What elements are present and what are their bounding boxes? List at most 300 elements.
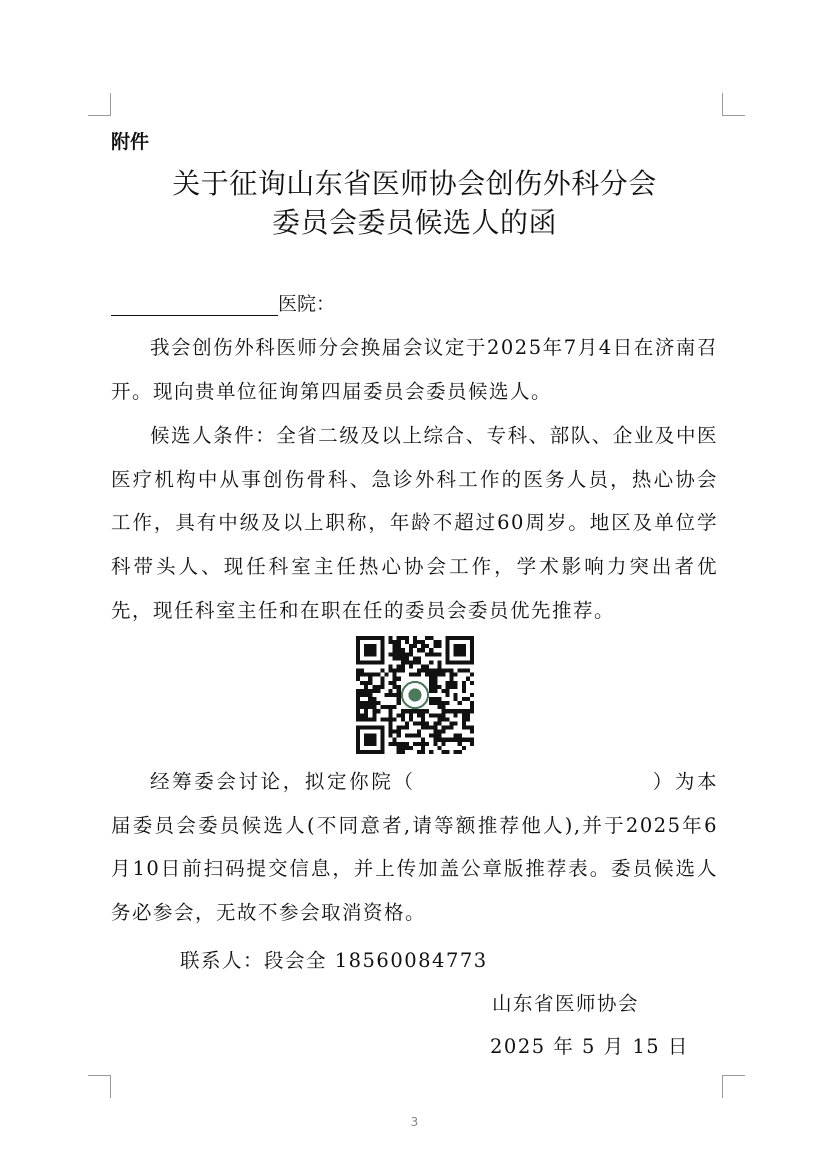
qr-module xyxy=(462,726,466,730)
qr-module xyxy=(389,664,393,668)
qr-module xyxy=(470,742,474,746)
qr-module xyxy=(376,689,380,693)
crop-mark-top-right xyxy=(722,93,745,116)
qr-module xyxy=(437,734,441,738)
contact-line: 联系人：段会全 18560084773 xyxy=(180,949,488,972)
qr-module xyxy=(372,697,376,701)
qr-module xyxy=(417,656,421,660)
qr-module xyxy=(413,734,417,738)
qr-module xyxy=(421,742,425,746)
qr-module xyxy=(466,717,470,721)
qr-module xyxy=(458,742,462,746)
qr-module xyxy=(356,673,360,677)
qr-module xyxy=(364,689,368,693)
qr-module xyxy=(425,636,429,640)
qr-module xyxy=(401,709,405,713)
qr-module xyxy=(397,726,401,730)
qr-module xyxy=(380,685,384,689)
qr-module xyxy=(397,636,401,640)
qr-module xyxy=(446,709,450,713)
qr-module xyxy=(376,685,380,689)
qr-module xyxy=(393,640,397,644)
qr-module xyxy=(437,685,441,689)
qr-module xyxy=(429,734,433,738)
qr-module xyxy=(372,709,376,713)
qr-module xyxy=(356,669,360,673)
qr-module xyxy=(364,713,368,717)
qr-module xyxy=(389,689,393,693)
qr-module xyxy=(437,717,441,721)
qr-module xyxy=(433,652,437,656)
qr-module xyxy=(405,656,409,660)
qr-module xyxy=(384,705,388,709)
qr-module xyxy=(393,681,397,685)
qr-module xyxy=(429,713,433,717)
qr-module xyxy=(372,701,376,705)
qr-module xyxy=(433,742,437,746)
qr-module xyxy=(389,652,393,656)
qr-module xyxy=(393,717,397,721)
title-line-2: 委员会委员候选人的函 xyxy=(271,206,557,239)
qr-module xyxy=(417,721,421,725)
qr-module xyxy=(393,673,397,677)
qr-module xyxy=(372,689,376,693)
qr-module xyxy=(397,693,401,697)
qr-module xyxy=(417,742,421,746)
qr-module xyxy=(470,681,474,685)
qr-module xyxy=(437,713,441,717)
qr-module xyxy=(450,673,454,677)
qr-module xyxy=(397,652,401,656)
qr-module xyxy=(421,713,425,717)
qr-module xyxy=(389,709,393,713)
qr-module xyxy=(425,726,429,730)
qr-module xyxy=(458,750,462,754)
qr-module xyxy=(397,669,401,673)
qr-module xyxy=(409,734,413,738)
qr-module xyxy=(356,709,360,713)
qr-module xyxy=(441,730,445,734)
qr-module xyxy=(437,705,441,709)
qr-module xyxy=(425,652,429,656)
issue-date: 2025 年 5 月 15 日 xyxy=(490,1035,689,1058)
qr-module xyxy=(409,746,413,750)
qr-module xyxy=(393,742,397,746)
qr-module xyxy=(441,709,445,713)
qr-module xyxy=(393,685,397,689)
qr-module xyxy=(458,709,462,713)
qr-module xyxy=(405,742,409,746)
qr-module xyxy=(409,664,413,668)
qr-module xyxy=(446,669,450,673)
qr-module xyxy=(446,717,450,721)
qr-module xyxy=(364,717,368,721)
qr-module xyxy=(360,689,364,693)
qr-module xyxy=(454,738,458,742)
qr-module xyxy=(454,734,458,738)
qr-module xyxy=(450,685,454,689)
qr-module xyxy=(417,648,421,652)
paragraph-meeting: 我会创伤外科医师分会换届会议定于2025年7月4日在济南召开。现向贵单位征询第四届委员会委员候选人。 xyxy=(111,336,718,403)
qr-module xyxy=(462,669,466,673)
qr-module xyxy=(429,652,433,656)
page-number: 3 xyxy=(410,1115,419,1129)
qr-module xyxy=(470,693,474,697)
nomination-suffix: ）为本届委员会委员候选人(不同意者,请等额推荐他人),并于2025年6月10日前扫码提交信息，并上传加盖公章版推荐表。委员候选人务必参会，无故不参会取消资格。 xyxy=(111,770,718,925)
qr-module xyxy=(401,648,405,652)
qr-module xyxy=(364,701,368,705)
qr-module xyxy=(409,673,413,677)
qr-module xyxy=(417,709,421,713)
qr-module xyxy=(401,656,405,660)
qr-module xyxy=(401,660,405,664)
qr-module xyxy=(450,669,454,673)
crop-mark-bottom-right xyxy=(722,1075,745,1098)
qr-module xyxy=(454,685,458,689)
title-line-1: 关于征询山东省医师协会创伤外科分会 xyxy=(172,167,657,200)
qr-module xyxy=(429,660,433,664)
qr-module xyxy=(417,713,421,717)
qr-module xyxy=(368,701,372,705)
qr-module xyxy=(405,726,409,730)
qr-module xyxy=(417,730,421,734)
qr-module xyxy=(397,713,401,717)
qr-module xyxy=(437,697,441,701)
qr-module xyxy=(446,738,450,742)
qr-module xyxy=(389,742,393,746)
qr-module xyxy=(466,697,470,701)
qr-finder xyxy=(454,644,466,656)
qr-module xyxy=(433,721,437,725)
qr-module xyxy=(433,738,437,742)
qr-module xyxy=(417,673,421,677)
qr-module xyxy=(413,709,417,713)
qr-module xyxy=(409,660,413,664)
qr-module xyxy=(433,673,437,677)
qr-module xyxy=(429,669,433,673)
qr-module xyxy=(397,689,401,693)
nomination-prefix: 经筹委会讨论，拟定你院（ xyxy=(150,770,416,793)
qr-module xyxy=(364,673,368,677)
qr-module xyxy=(454,709,458,713)
qr-module xyxy=(413,656,417,660)
qr-module xyxy=(360,693,364,697)
qr-module xyxy=(466,669,470,673)
qr-module xyxy=(360,681,364,685)
qr-module xyxy=(405,640,409,644)
qr-module xyxy=(376,673,380,677)
qr-module xyxy=(450,738,454,742)
qr-module xyxy=(446,681,450,685)
qr-module xyxy=(384,693,388,697)
qr-module xyxy=(433,734,437,738)
qr-module xyxy=(437,730,441,734)
qr-module xyxy=(458,738,462,742)
qr-module xyxy=(397,697,401,701)
qr-module xyxy=(454,697,458,701)
qr-module xyxy=(401,750,405,754)
qr-module xyxy=(425,664,429,668)
qr-module xyxy=(405,652,409,656)
issuing-organization: 山东省医师协会 xyxy=(492,992,640,1015)
crop-mark-top-left xyxy=(88,93,111,116)
qr-module xyxy=(421,726,425,730)
qr-module xyxy=(425,709,429,713)
qr-module xyxy=(397,742,401,746)
qr-module xyxy=(433,689,437,693)
qr-module xyxy=(421,644,425,648)
qr-module xyxy=(389,681,393,685)
qr-module xyxy=(401,652,405,656)
qr-module xyxy=(433,701,437,705)
qr-module xyxy=(368,705,372,709)
qr-finder xyxy=(364,644,376,656)
qr-module xyxy=(360,669,364,673)
qr-module xyxy=(446,701,450,705)
qr-module xyxy=(454,721,458,725)
qr-module xyxy=(405,660,409,664)
qr-module xyxy=(360,705,364,709)
qr-module xyxy=(454,681,458,685)
qr-module xyxy=(470,738,474,742)
qr-module xyxy=(417,734,421,738)
qr-module xyxy=(397,648,401,652)
qr-module xyxy=(401,742,405,746)
qr-module xyxy=(413,721,417,725)
qr-module xyxy=(425,673,429,677)
qr-module xyxy=(372,705,376,709)
qr-module xyxy=(441,705,445,709)
qr-module xyxy=(421,721,425,725)
qr-module xyxy=(364,685,368,689)
qr-module xyxy=(409,709,413,713)
qr-module xyxy=(368,697,372,701)
qr-module xyxy=(393,730,397,734)
qr-module xyxy=(380,717,384,721)
qr-module xyxy=(393,669,397,673)
qr-module xyxy=(401,669,405,673)
qr-module xyxy=(437,673,441,677)
qr-module xyxy=(405,721,409,725)
qr-module xyxy=(433,681,437,685)
qr-module xyxy=(360,673,364,677)
qr-module xyxy=(437,644,441,648)
qr-module xyxy=(421,750,425,754)
qr-module xyxy=(462,738,466,742)
qr-module xyxy=(433,697,437,701)
qr-module xyxy=(397,746,401,750)
qr-module xyxy=(425,742,429,746)
qr-module xyxy=(393,644,397,648)
qr-module xyxy=(454,673,458,677)
qr-module xyxy=(437,701,441,705)
qr-module xyxy=(450,726,454,730)
qr-module xyxy=(446,750,450,754)
qr-module xyxy=(437,669,441,673)
qr-module xyxy=(417,640,421,644)
qr-module xyxy=(389,721,393,725)
qr-module xyxy=(417,669,421,673)
qr-module xyxy=(433,730,437,734)
qr-module xyxy=(462,713,466,717)
qr-module xyxy=(470,673,474,677)
qr-module xyxy=(429,697,433,701)
qr-module xyxy=(356,693,360,697)
qr-module xyxy=(421,669,425,673)
crop-mark-bottom-left xyxy=(88,1075,111,1098)
qr-module xyxy=(417,750,421,754)
qr-module xyxy=(421,709,425,713)
qr-module xyxy=(356,713,360,717)
qr-module xyxy=(429,701,433,705)
qr-module xyxy=(441,701,445,705)
qr-module xyxy=(397,685,401,689)
qr-module xyxy=(356,701,360,705)
qr-module xyxy=(450,677,454,681)
qr-module xyxy=(368,693,372,697)
qr-module xyxy=(470,709,474,713)
qr-module xyxy=(360,701,364,705)
qr-module xyxy=(454,693,458,697)
qr-module xyxy=(368,681,372,685)
qr-module xyxy=(425,669,429,673)
qr-module xyxy=(389,730,393,734)
qr-module xyxy=(470,701,474,705)
qr-module xyxy=(450,681,454,685)
qr-module xyxy=(466,713,470,717)
qr-module xyxy=(466,726,470,730)
qr-module xyxy=(401,746,405,750)
qr-module xyxy=(397,677,401,681)
qr-module xyxy=(413,636,417,640)
qr-module xyxy=(446,726,450,730)
qr-module xyxy=(360,713,364,717)
qr-module xyxy=(458,734,462,738)
qr-module xyxy=(397,730,401,734)
qr-module xyxy=(409,644,413,648)
qr-module xyxy=(470,726,474,730)
hospital-blank xyxy=(111,293,278,316)
qr-module xyxy=(437,640,441,644)
qr-module xyxy=(389,705,393,709)
qr-module xyxy=(372,717,376,721)
qr-module xyxy=(441,726,445,730)
qr-module xyxy=(429,673,433,677)
qr-module xyxy=(421,664,425,668)
qr-module xyxy=(462,717,466,721)
qr-module xyxy=(429,636,433,640)
qr-module xyxy=(397,664,401,668)
qr-module xyxy=(380,677,384,681)
qr-module xyxy=(462,681,466,685)
qr-module xyxy=(401,717,405,721)
qr-module xyxy=(356,689,360,693)
qr-module xyxy=(356,697,360,701)
qr-module xyxy=(429,689,433,693)
qr-module xyxy=(397,656,401,660)
qr-module xyxy=(389,693,393,697)
qr-module xyxy=(454,750,458,754)
qr-module xyxy=(433,677,437,681)
qr-module xyxy=(413,660,417,664)
qr-module xyxy=(429,648,433,652)
qr-module xyxy=(437,652,441,656)
qr-module xyxy=(393,693,397,697)
qr-module xyxy=(462,685,466,689)
qr-module xyxy=(389,636,393,640)
qr-module xyxy=(401,713,405,717)
qr-module xyxy=(437,660,441,664)
qr-module xyxy=(441,717,445,721)
qr-module xyxy=(462,709,466,713)
qr-module xyxy=(425,721,429,725)
qr-module xyxy=(433,669,437,673)
qr-module xyxy=(409,713,413,717)
qr-module xyxy=(368,673,372,677)
qr-module xyxy=(450,709,454,713)
qr-module xyxy=(429,726,433,730)
qr-module xyxy=(393,677,397,681)
qr-module xyxy=(389,713,393,717)
qr-module xyxy=(466,709,470,713)
qr-module xyxy=(360,717,364,721)
qr-module xyxy=(409,717,413,721)
attachment-label: 附件 xyxy=(111,131,150,153)
qr-module xyxy=(437,721,441,725)
qr-module xyxy=(389,669,393,673)
qr-module xyxy=(401,726,405,730)
qr-module xyxy=(470,730,474,734)
qr-module xyxy=(405,746,409,750)
qr-module xyxy=(441,742,445,746)
qr-module xyxy=(462,689,466,693)
qr-module xyxy=(413,644,417,648)
qr-module xyxy=(376,709,380,713)
qr-module xyxy=(356,705,360,709)
qr-module xyxy=(405,636,409,640)
qr-module xyxy=(384,717,388,721)
qr-module xyxy=(441,750,445,754)
qr-module xyxy=(401,664,405,668)
qr-module xyxy=(433,726,437,730)
qr-module xyxy=(441,689,445,693)
qr-module xyxy=(405,734,409,738)
qr-module xyxy=(380,705,384,709)
qr-module xyxy=(417,660,421,664)
qr-module xyxy=(389,717,393,721)
qr-module xyxy=(470,705,474,709)
addressee-suffix: 医院： xyxy=(278,293,336,315)
qr-module xyxy=(421,738,425,742)
qr-module xyxy=(409,652,413,656)
qr-code-icon[interactable] xyxy=(356,636,474,754)
qr-module xyxy=(421,717,425,721)
qr-module xyxy=(462,746,466,750)
qr-module xyxy=(433,713,437,717)
qr-module xyxy=(466,738,470,742)
qr-module xyxy=(458,669,462,673)
qr-module xyxy=(364,681,368,685)
qr-module xyxy=(372,673,376,677)
qr-module xyxy=(462,721,466,725)
qr-module xyxy=(421,648,425,652)
qr-module xyxy=(356,677,360,681)
qr-module xyxy=(429,685,433,689)
qr-module xyxy=(364,693,368,697)
qr-module xyxy=(389,640,393,644)
qr-module xyxy=(413,673,417,677)
qr-module xyxy=(409,648,413,652)
